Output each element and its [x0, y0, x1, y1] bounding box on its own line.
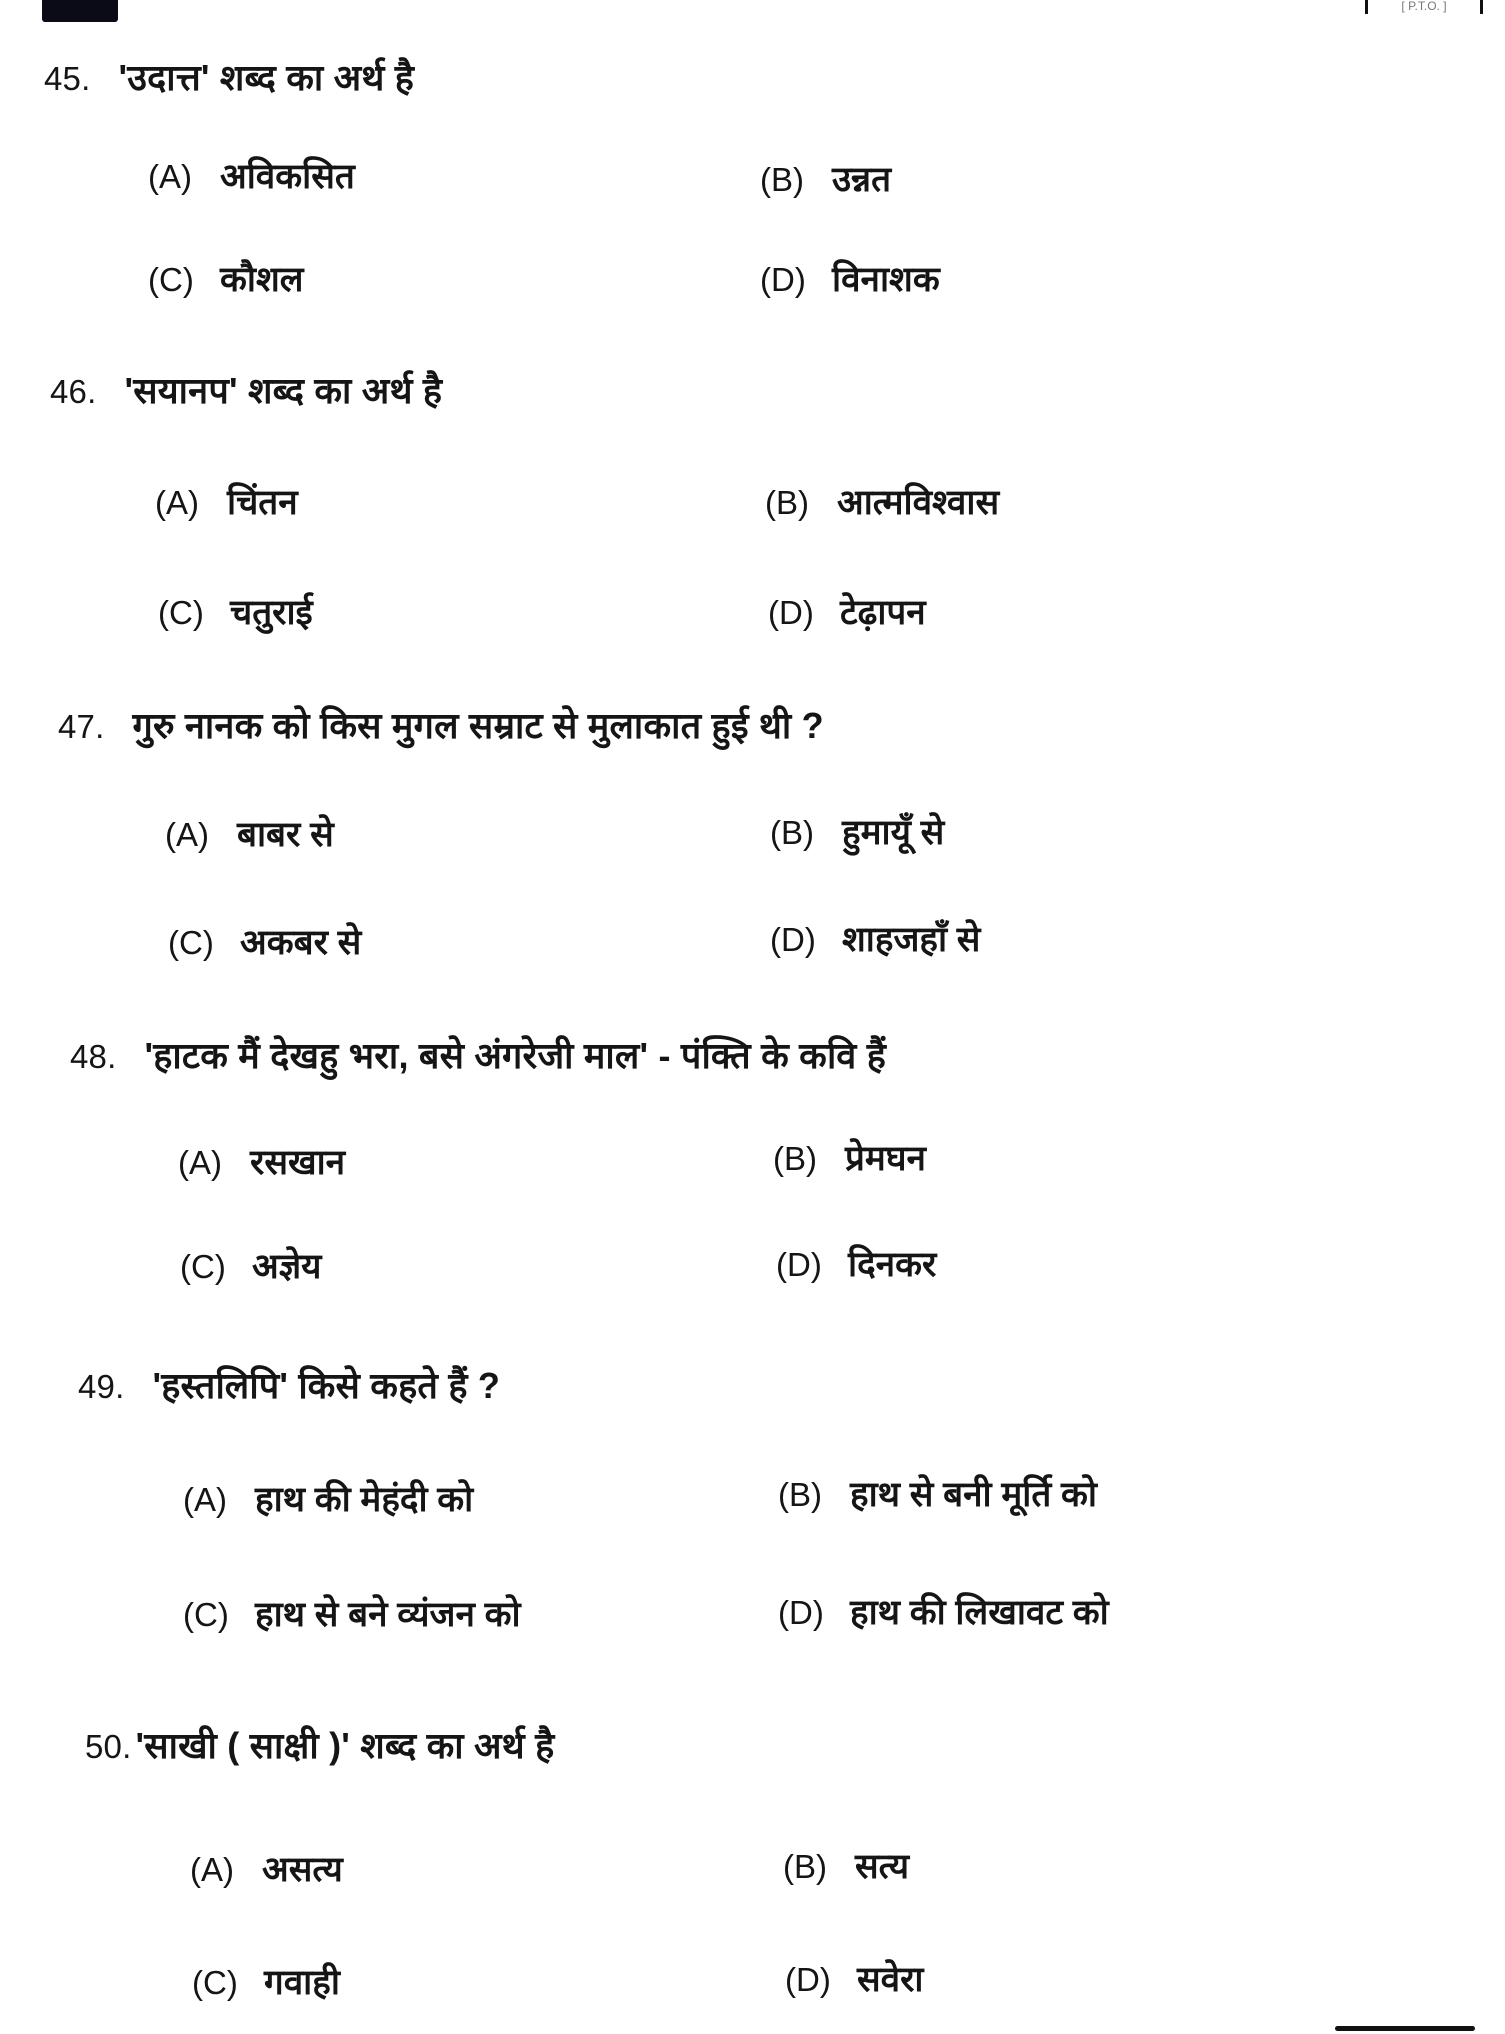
question-stem — [58, 700, 824, 749]
option-c[interactable] — [148, 255, 303, 302]
question-stem — [50, 365, 442, 414]
question-number: 50. — [85, 1728, 132, 1765]
option-label: (D) — [776, 1246, 822, 1283]
question-stem — [70, 1030, 886, 1079]
question-stem — [44, 52, 414, 101]
option-label: (B) — [760, 161, 804, 198]
option-d[interactable] — [760, 255, 940, 302]
option-a[interactable] — [178, 1138, 345, 1185]
option-label: (A) — [178, 1144, 222, 1181]
option-label: (D) — [770, 921, 816, 958]
option-text: अविकसित — [220, 157, 355, 196]
option-c[interactable] — [183, 1590, 521, 1637]
option-text: शाहजहाँ से — [842, 920, 981, 959]
question-stem — [78, 1360, 500, 1409]
option-text: हुमायूँ से — [842, 813, 945, 852]
option-label: (D) — [778, 1594, 824, 1631]
question-text: गुरु नानक को किस मुगल सम्राट से मुलाकात हुई थी ? — [132, 705, 824, 746]
option-a[interactable] — [148, 152, 355, 199]
option-text: विनाशक — [832, 260, 940, 299]
question-number: 47. — [58, 708, 105, 745]
option-b[interactable] — [773, 1134, 926, 1181]
option-text: उन्नत — [832, 160, 892, 199]
option-c[interactable] — [192, 1958, 340, 2005]
page-tag: [ P.T.O. ] — [1365, 0, 1483, 14]
bottom-rule — [1335, 2026, 1475, 2031]
question-number: 49. — [78, 1368, 125, 1405]
option-label: (D) — [768, 594, 814, 631]
option-label: (C) — [148, 261, 194, 298]
option-label: (B) — [770, 814, 814, 851]
option-label: (D) — [785, 1961, 831, 1998]
option-text: चिंतन — [227, 483, 298, 522]
option-label: (A) — [183, 1481, 227, 1518]
option-b[interactable] — [770, 808, 944, 855]
option-label: (B) — [783, 1848, 827, 1885]
option-text: हाथ से बनी मूर्ति को — [850, 1475, 1097, 1514]
option-d[interactable] — [768, 588, 926, 635]
option-text: आत्मविश्वास — [837, 483, 1000, 522]
option-text: असत्य — [262, 1850, 343, 1889]
corner-registration-mark — [42, 0, 118, 22]
question-text: 'हस्तलिपि' किसे कहते हैं ? — [152, 1365, 501, 1406]
option-text: दिनकर — [848, 1245, 937, 1284]
option-text: सवेरा — [857, 1960, 924, 1999]
option-label: (A) — [148, 158, 192, 195]
option-label: (A) — [190, 1851, 234, 1888]
question-text: 'सयानप' शब्द का अर्थ है — [124, 370, 443, 411]
option-label: (C) — [158, 594, 204, 631]
option-b[interactable] — [760, 155, 891, 202]
option-a[interactable] — [165, 810, 334, 857]
option-label: (B) — [773, 1140, 817, 1177]
option-d[interactable] — [785, 1955, 924, 2002]
option-a[interactable] — [155, 478, 298, 525]
option-text: चतुराई — [230, 593, 313, 632]
option-label: (D) — [760, 261, 806, 298]
option-label: (A) — [155, 484, 199, 521]
option-label: (C) — [168, 924, 214, 961]
option-b[interactable] — [783, 1842, 909, 1889]
option-d[interactable] — [778, 1588, 1109, 1635]
question-stem — [85, 1720, 554, 1769]
option-text: अज्ञेय — [252, 1247, 322, 1286]
option-text: हाथ से बने व्यंजन को — [255, 1595, 521, 1634]
question-number: 45. — [44, 60, 91, 97]
option-text: अकबर से — [240, 923, 362, 962]
option-c[interactable] — [158, 588, 313, 635]
question-text: 'साखी ( साक्षी )' शब्द का अर्थ है — [135, 1725, 555, 1766]
option-b[interactable] — [765, 478, 999, 525]
option-label: (B) — [778, 1476, 822, 1513]
option-label: (C) — [183, 1596, 229, 1633]
option-a[interactable] — [190, 1845, 343, 1892]
option-text: रसखान — [250, 1143, 346, 1182]
option-text: टेढ़ापन — [840, 593, 926, 632]
option-text: प्रेमघन — [845, 1139, 926, 1178]
question-number: 46. — [50, 373, 97, 410]
option-d[interactable] — [776, 1240, 936, 1287]
option-text: कौशल — [220, 260, 304, 299]
option-c[interactable] — [180, 1242, 321, 1289]
option-b[interactable] — [778, 1470, 1097, 1517]
option-c[interactable] — [168, 918, 361, 965]
option-d[interactable] — [770, 915, 980, 962]
option-text: हाथ की लिखावट को — [850, 1593, 1109, 1632]
option-text: गवाही — [264, 1963, 340, 2002]
option-text: हाथ की मेहंदी को — [255, 1480, 474, 1519]
question-number: 48. — [70, 1038, 117, 1075]
option-text: सत्य — [855, 1847, 910, 1886]
option-label: (B) — [765, 484, 809, 521]
question-text: 'उदात्त' शब्द का अर्थ है — [118, 57, 415, 98]
question-text: 'हाटक मैं देखहु भरा, बसे अंगरेजी माल' - पंक्ति के कवि हैं — [144, 1035, 887, 1076]
option-text: बाबर से — [237, 815, 334, 854]
option-a[interactable] — [183, 1475, 473, 1522]
option-label: (A) — [165, 816, 209, 853]
option-label: (C) — [192, 1964, 238, 2001]
option-label: (C) — [180, 1248, 226, 1285]
